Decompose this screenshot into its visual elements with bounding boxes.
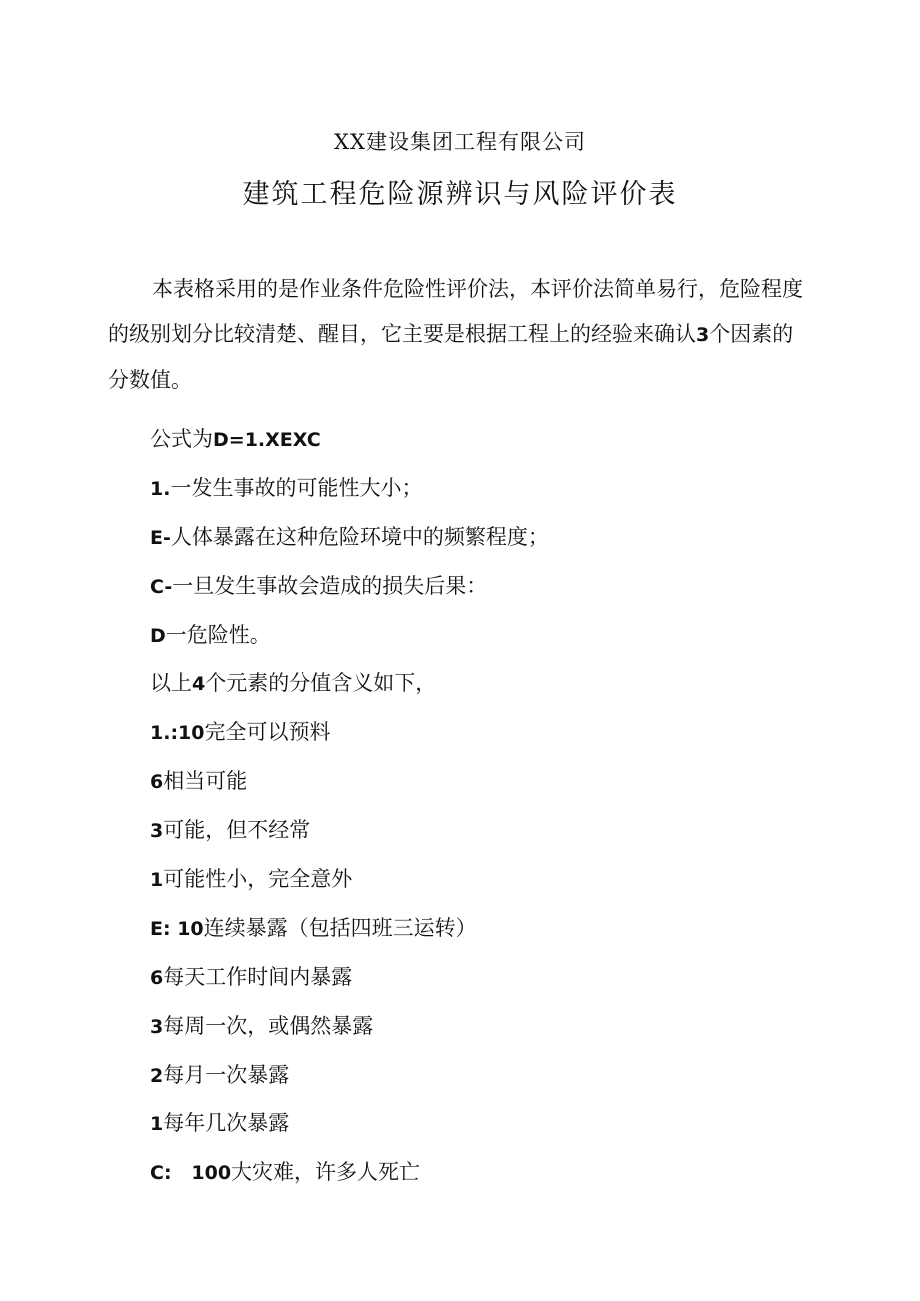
intro-line-2-text-b: 个因素的 (709, 322, 794, 346)
item-text: 连续暴露（包括四班三运转） (203, 915, 477, 940)
intro-line-2-text-a: 的级别划分比较清楚、醒目，它主要是根据工程上的经验来确认 (108, 322, 696, 346)
item-text: 可能性小，完全意外 (163, 867, 353, 892)
factor-list (150, 420, 830, 1202)
item-key: 1 (150, 869, 164, 892)
item-text: 相当可能 (163, 769, 248, 794)
item-text: 一危险性。 (165, 622, 271, 647)
item-text: 个元素的分值含义如下， (205, 671, 437, 696)
list-item (150, 469, 830, 518)
list-item (150, 616, 830, 665)
item-text: 完全可以预料 (204, 720, 331, 745)
item-key: 3 (150, 1015, 164, 1038)
item-text: 可能，但不经常 (163, 818, 311, 843)
list-item (150, 1056, 830, 1105)
list-item (150, 713, 830, 762)
formula-expression: D=1.XEXC (213, 429, 321, 451)
item-text: 每天工作时间内暴露 (163, 964, 353, 989)
intro-paragraph (108, 267, 820, 403)
item-text: 每月一次暴露 (163, 1062, 290, 1087)
item-key: 6 (150, 966, 164, 989)
item-key: 3 (150, 820, 164, 843)
list-item (150, 860, 830, 909)
list-item (150, 664, 830, 713)
item-text: 每周一次，或偶然暴露 (163, 1013, 374, 1038)
item-key: C: 100 (150, 1162, 232, 1185)
list-item (150, 518, 830, 567)
intro-line-1: 本表格采用的是作业条件危险性评价法，本评价法简单易行，危险程度 (152, 277, 803, 301)
list-item (150, 567, 830, 616)
item-key: D (150, 624, 166, 647)
item-key: 6 (150, 771, 164, 794)
item-key: 2 (150, 1064, 164, 1087)
list-item (150, 1007, 830, 1056)
item-text: 大灾难，许多人死亡 (231, 1160, 421, 1185)
item-prefix: 以上 (150, 671, 192, 696)
item-key: E: 10 (150, 917, 204, 940)
list-item (150, 958, 830, 1007)
item-key: 1.:10 (150, 722, 205, 745)
formula-line (150, 420, 830, 469)
intro-line-3: 分数值。 (108, 368, 192, 392)
intro-line-2-number: 3 (696, 324, 710, 346)
item-text: 每年几次暴露 (163, 1111, 290, 1136)
item-key: C- (150, 575, 173, 598)
item-text: 一发生事故的可能性大小； (170, 475, 423, 500)
item-text: 一旦发生事故会造成的损失后果： (172, 573, 488, 598)
item-text: 人体暴露在这种危险环境中的频繁程度； (170, 524, 549, 549)
document-title: 建筑工程危险源辨识与风险评价表 (242, 179, 678, 210)
item-key: 1 (150, 1113, 164, 1136)
intro-line-2 (108, 312, 820, 358)
item-key: E- (150, 526, 171, 549)
list-item (150, 1153, 830, 1202)
list-item (150, 762, 830, 811)
item-text: 公式为 (150, 427, 213, 451)
item-key: 4 (192, 673, 206, 696)
list-item (150, 909, 830, 958)
company-name: XX建设集团工程有限公司 (334, 130, 586, 154)
item-key: 1. (150, 477, 171, 500)
list-item (150, 811, 830, 860)
list-item (150, 1104, 830, 1153)
